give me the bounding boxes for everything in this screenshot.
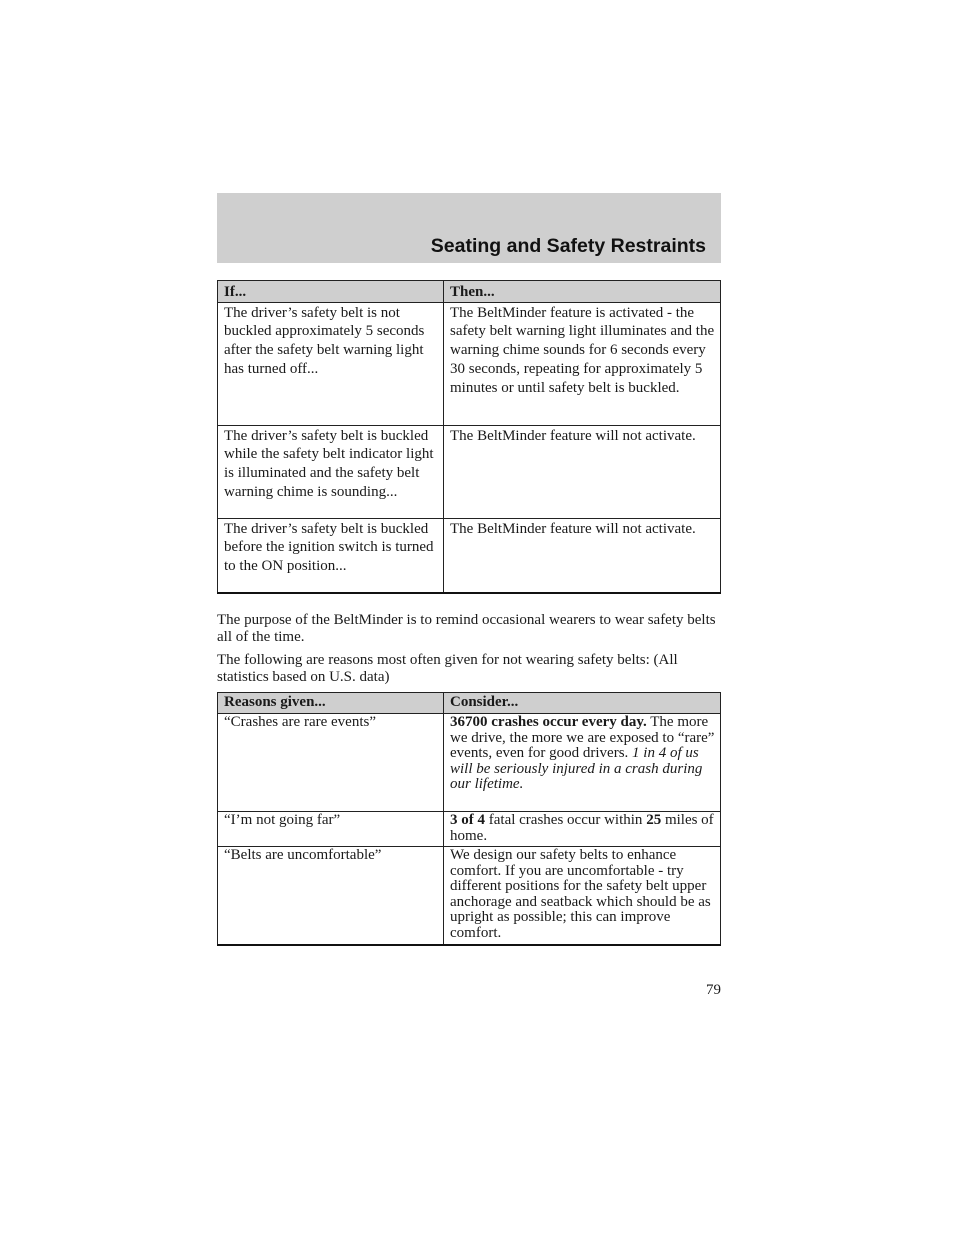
consider-end: miles of home. [450,812,714,844]
reasons-intro-paragraph: The following are reasons most often given for not wearing safety belts: (All statistics based on U.S. data) [217,652,678,685]
then-cell: The BeltMinder feature is activated - the safety belt warning light illuminates and the warning chime sounds for 6 seconds every 30 seconds, repeating for approximately 5 minutes or until safety belt is buckled. [444,302,721,425]
table-row [218,302,721,425]
reason-cell: “Crashes are rare events” [218,714,444,812]
then-cell: The BeltMinder feature will not activate. [444,425,721,518]
column-header-then: Then... [444,281,721,303]
if-cell: The driver’s safety belt is buckled while the safety belt indicator light is illuminated and the safety belt warning chime is sounding... [218,425,444,518]
table-row [218,425,721,518]
reason-cell: “Belts are uncomfortable” [218,847,444,946]
purpose-paragraph: The purpose of the BeltMinder is to remind occasional wearers to wear safety belts all of the time. [217,612,716,645]
statistic-italic: 1 in 4 of us will be seriously injured in a crash during our lifetime [450,745,703,793]
table-row [218,714,721,812]
then-cell: The BeltMinder feature will not activate. [444,518,721,593]
table-row [218,812,721,847]
column-header-if: If... [218,281,444,303]
statistic-bold: 36700 crashes occur every day. [450,714,647,730]
table-header-row [218,693,721,714]
if-cell: The driver’s safety belt is buckled before the ignition switch is turned to the ON position... [218,518,444,593]
consider-cell: We design our safety belts to enhance comfort. If you are uncomfortable - try different positions for the safety belt upper anchorage and seatback which should be as upright as possible; this can improve comfort. [444,847,721,946]
statistic-bold: 3 of 4 [450,812,485,828]
section-header-band [217,193,721,263]
section-title: Seating and Safety Restraints [430,235,706,257]
reason-cell: “I’m not going far” [218,812,444,847]
consider-text: fatal crashes occur within [485,812,647,828]
consider-end: . [519,776,524,793]
consider-cell [444,812,721,847]
consider-cell [444,714,721,812]
reasons-table [217,692,721,946]
table-header-row [218,281,721,303]
beltminder-table [217,280,721,594]
page-number: 79 [706,982,721,998]
column-header-consider: Consider... [444,693,721,714]
table-row [218,847,721,946]
table-row [218,518,721,593]
consider-text: The more we drive, the more we are exposed to “rare” events, even for good drivers. [450,714,715,762]
column-header-reasons: Reasons given... [218,693,444,714]
statistic-bold: 25 [646,812,662,828]
if-cell: The driver’s safety belt is not buckled approximately 5 seconds after the safety belt warning light has turned off... [218,302,444,425]
